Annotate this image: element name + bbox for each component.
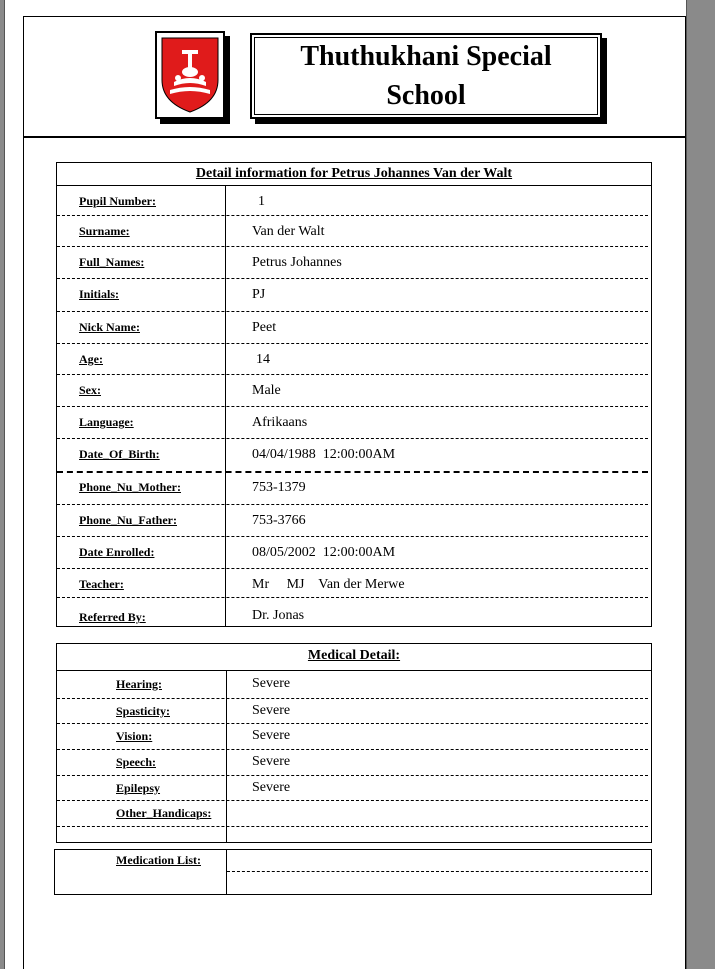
detail-value-nick-name: Peet (252, 320, 277, 335)
medical-row-divider (57, 698, 648, 699)
detail-value-surname: Van der Walt (252, 224, 325, 239)
medication-row-divider (227, 871, 648, 872)
medical-label-spasticity: Spasticity: (116, 704, 170, 718)
school-name (254, 37, 598, 115)
detail-value-teacher: Mr MJ Van der Merwe (252, 577, 405, 592)
medical-label-epilepsy: Epilepsy (116, 781, 161, 795)
detail-value-sex: Male (252, 383, 281, 398)
detail-value-phone-nu-father: 753-3766 (252, 513, 306, 528)
medical-row-divider (57, 800, 648, 801)
detail-row-divider (57, 343, 648, 344)
detail-information-table (56, 162, 652, 627)
detail-value-pupil-number: 1 (258, 194, 265, 209)
medical-label-vision: Vision: (116, 729, 153, 743)
medical-value-speech: Severe (252, 754, 291, 769)
detail-label-age: Age: (79, 352, 103, 366)
detail-row-divider (57, 504, 648, 505)
detail-row-divider (57, 536, 648, 537)
detail-row-divider (57, 278, 648, 279)
medical-label-speech: Speech: (116, 755, 156, 769)
detail-label-full-names: Full_Names: (79, 255, 145, 269)
medical-detail-table (56, 643, 652, 843)
medical-column-divider (226, 671, 227, 842)
detail-label-referred-by: Referred By: (79, 610, 146, 624)
detail-row-divider (57, 568, 648, 569)
detail-label-teacher: Teacher: (79, 577, 124, 591)
medical-row-divider (57, 749, 648, 750)
detail-value-initials: PJ (252, 287, 266, 302)
detail-row-divider (57, 215, 648, 216)
header-separator (23, 136, 686, 138)
detail-row-divider (57, 246, 648, 247)
detail-value-phone-nu-mother: 753-1379 (252, 480, 306, 495)
medical-row-divider (57, 723, 648, 724)
medication-list-table (54, 849, 652, 895)
school-name-line1: Thuthukhani Special (300, 41, 552, 72)
detail-label-nick-name: Nick Name: (79, 320, 140, 334)
detail-row-divider (57, 438, 648, 439)
page-right-border (685, 16, 686, 969)
school-name-line2: School (386, 80, 466, 111)
detail-label-language: Language: (79, 415, 134, 429)
detail-label-initials: Initials: (79, 287, 120, 301)
medication-list-label: Medication List: (116, 853, 201, 867)
detail-value-date-of-birth: 04/04/1988 12:00:00AM (252, 447, 396, 462)
detail-value-age: 14 (256, 352, 270, 367)
detail-row-divider (57, 311, 648, 312)
crest-shield-icon (160, 36, 220, 114)
medication-column-divider (226, 850, 227, 894)
medical-table-header (57, 644, 651, 671)
detail-row-divider (57, 374, 648, 375)
medical-value-hearing: Severe (252, 676, 291, 691)
detail-label-date-enrolled: Date Enrolled: (79, 545, 155, 559)
medical-label-other-handicaps: Other_Handicaps: (116, 806, 212, 820)
medical-value-spasticity: Severe (252, 703, 291, 718)
detail-table-title: Detail information for Petrus Johannes Van der Walt (195, 166, 513, 181)
detail-label-date-of-birth: Date_Of_Birth: (79, 447, 160, 461)
detail-table-header (57, 163, 651, 186)
detail-label-surname: Surname: (79, 224, 130, 238)
detail-row-divider (57, 597, 648, 598)
medical-row-divider (57, 775, 648, 776)
detail-row-divider (57, 471, 648, 473)
detail-label-phone-nu-father: Phone_Nu_Father: (79, 513, 177, 527)
school-crest-logo (155, 31, 225, 119)
medical-value-epilepsy: Severe (252, 780, 291, 795)
page-left-border (23, 16, 24, 969)
medical-value-vision: Severe (252, 728, 291, 743)
detail-value-date-enrolled: 08/05/2002 12:00:00AM (252, 545, 396, 560)
medical-table-title: Medical Detail: (307, 648, 401, 663)
detail-value-language: Afrikaans (252, 415, 308, 430)
medical-label-hearing: Hearing: (116, 677, 162, 691)
medical-row-divider (57, 826, 648, 827)
detail-row-divider (57, 406, 648, 407)
detail-value-full-names: Petrus Johannes (252, 255, 342, 270)
page-top-border (23, 16, 685, 17)
detail-label-phone-nu-mother: Phone_Nu_Mother: (79, 480, 181, 494)
detail-value-referred-by: Dr. Jonas (252, 608, 305, 623)
detail-label-pupil-number: Pupil Number: (79, 194, 157, 208)
detail-label-sex: Sex: (79, 383, 101, 397)
school-title-box (250, 33, 602, 119)
